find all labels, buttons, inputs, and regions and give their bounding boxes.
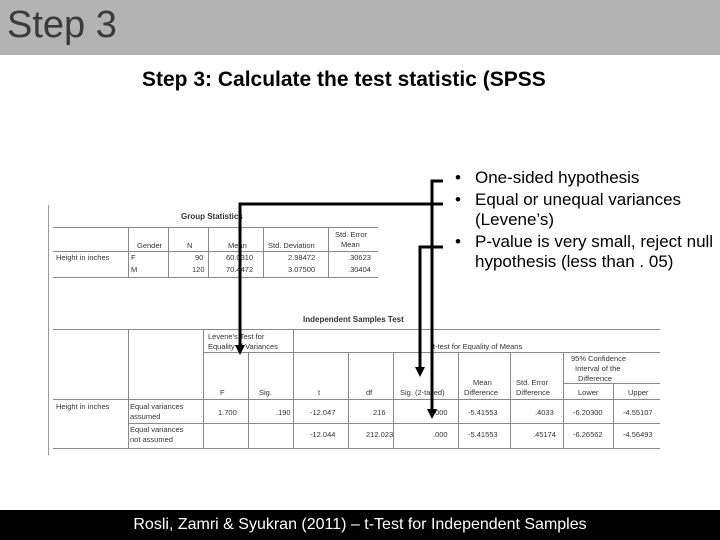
- ist-col-upper: Upper: [628, 388, 649, 397]
- gs-header-std-error-l1: Std. Error: [335, 230, 368, 239]
- bullet-text: Equal or unequal variances (Levene’s): [475, 190, 682, 229]
- ist-ci-header-l2: Interval of the: [575, 364, 621, 373]
- arrow-to-levene: [240, 204, 443, 350]
- ist-row1-upper: -4.55107: [623, 408, 653, 417]
- gs-row1-n: 90: [195, 253, 204, 262]
- gs-row2-mean: 70.4472: [226, 265, 254, 274]
- bullet-marker: •: [455, 232, 461, 251]
- ist-row1-label-l1: Equal variances: [130, 402, 184, 411]
- bullet-text: One-sided hypothesis: [475, 168, 640, 187]
- ist-col-t: t: [318, 388, 321, 397]
- gs-header-mean: Mean: [228, 241, 247, 250]
- ist-row2-upper: -4.56493: [623, 430, 653, 439]
- ist-col-sig2: Sig. (2-tailed): [400, 388, 445, 397]
- ist-row2-mean-diff: -5.41553: [468, 430, 498, 439]
- gs-row-label: Height in inches: [56, 253, 110, 262]
- ist-row2-label-l1: Equal variances: [130, 425, 184, 434]
- ist-row2-df: 212.023: [366, 430, 394, 439]
- gs-header-n: N: [187, 241, 193, 250]
- ist-row1-df: 216: [373, 408, 386, 417]
- ist-row2-lower: -6.26562: [573, 430, 603, 439]
- gs-row1-gender: F: [131, 253, 136, 262]
- ist-col-mean-diff-l2: Difference: [464, 388, 499, 397]
- ist-col-se-diff-l1: Std. Error: [516, 378, 549, 387]
- ist-levene-header-l1: Levene's Test for: [208, 332, 265, 341]
- ist-row2-sig2: .000: [433, 430, 448, 439]
- slide-title: Step 3: [7, 4, 117, 46]
- gs-row1-std-error: .30623: [348, 253, 371, 262]
- bullet-text: P-value is very small, reject null hypothesis (less than . 05): [475, 232, 714, 271]
- ist-row1-sig: .190: [276, 408, 291, 417]
- ist-col-df: df: [366, 388, 373, 397]
- gs-row2-std-deviation: 3.07500: [288, 265, 316, 274]
- gs-header-std-error-l2: Mean: [341, 240, 360, 249]
- slide-subtitle: Step 3: Calculate the test statistic (SPSS: [142, 68, 546, 91]
- ist-row2-se-diff: .45174: [533, 430, 556, 439]
- group-statistics-title: Group Statistics: [181, 212, 243, 221]
- bullet-marker: •: [455, 168, 461, 187]
- gs-row1-mean: 60.0310: [226, 253, 254, 262]
- ist-ci-header-l1: 95% Confidence: [571, 354, 627, 363]
- footer-citation: Rosli, Zamri & Syukran (2011) – t-Test for Independent Samples: [133, 516, 587, 533]
- gs-row1-std-deviation: 2.98472: [288, 253, 316, 262]
- ist-col-mean-diff-l1: Mean: [473, 378, 492, 387]
- ist-ci-header-l3: Difference: [578, 374, 613, 383]
- ist-row2-label-l2: not assumed: [130, 435, 173, 444]
- bullet-marker: •: [455, 190, 461, 209]
- ist-row1-label-l2: assumed: [130, 412, 161, 421]
- gs-row2-std-error: .30404: [348, 265, 371, 274]
- gs-row2-n: 120: [192, 265, 205, 274]
- gs-header-gender: Gender: [137, 241, 163, 250]
- ist-row-label: Height in inches: [56, 402, 110, 411]
- ist-row1-lower: -6.20300: [573, 408, 603, 417]
- ist-row1-sig2: .000: [433, 408, 448, 417]
- ist-row2-t: -12.044: [310, 430, 336, 439]
- ist-ttest-header: t-test for Equality of Means: [433, 342, 523, 351]
- ist-col-se-diff-l2: Difference: [516, 388, 551, 397]
- ist-row1-f: 1.700: [218, 408, 237, 417]
- ist-row1-mean-diff: -5.41553: [468, 408, 498, 417]
- gs-header-std-deviation: Std. Deviation: [268, 241, 315, 250]
- ist-col-sig: Sig.: [259, 388, 272, 397]
- independent-samples-title: Independent Samples Test: [303, 315, 404, 324]
- ist-row1-se-diff: .4033: [535, 408, 554, 417]
- ist-col-lower: Lower: [578, 388, 599, 397]
- arrow-to-sig-2tailed: [432, 181, 443, 414]
- ist-col-f: F: [220, 388, 225, 397]
- ist-levene-header-l2: Equality of Variances: [208, 342, 278, 351]
- ist-row1-t: -12.047: [310, 408, 336, 417]
- gs-row2-gender: M: [131, 265, 138, 274]
